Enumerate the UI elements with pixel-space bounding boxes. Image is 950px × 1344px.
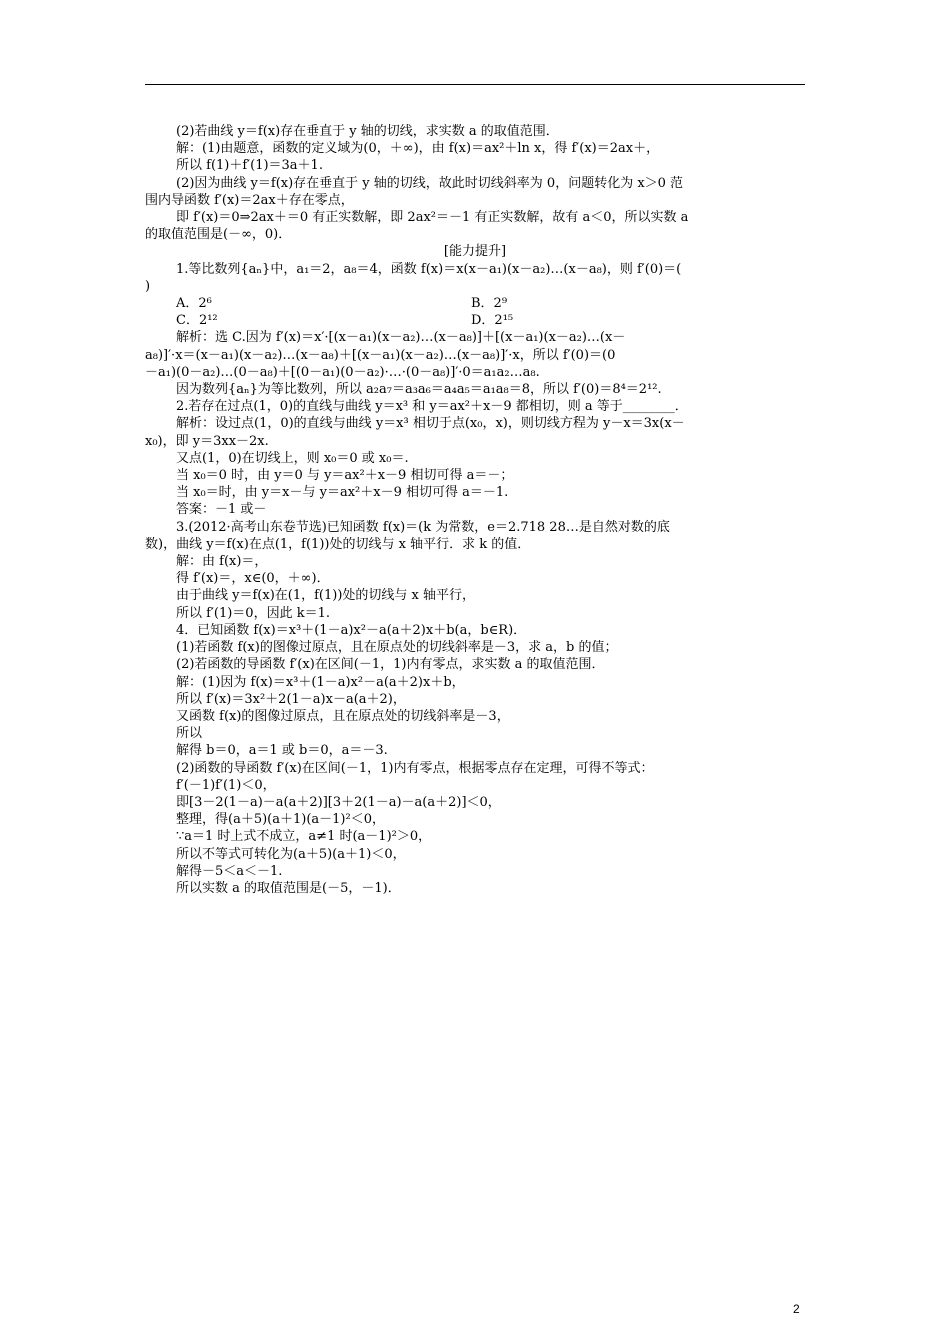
- text-line: 整理，得(a＋5)(a＋1)(a－1)²＜0，: [176, 812, 385, 828]
- text-line: a₈)]′·x＝(x－a₁)(x－a₂)…(x－a₈)＋[(x－a₁)(x－a₂)…(x－a₈)]′·x，所以 f′(0)＝(0: [145, 347, 616, 363]
- text-line: －a₁)(0－a₂)…(0－a₈)＋[(0－a₁)(0－a₂)·…·(0－a₈)]′·0＝a₁a₂…a₈.: [145, 364, 540, 380]
- text-line: f′(－1)f′(1)＜0，: [176, 777, 276, 793]
- text-line: x₀)，即 y＝3xx－2x.: [145, 433, 269, 449]
- text-line: 当 x₀＝0 时，由 y＝0 与 y＝ax²＋x－9 相切可得 a＝－；: [176, 468, 514, 484]
- text-line: 解：(1)由题意，函数的定义域为(0，＋∞)，由 f(x)＝ax²＋ln x，得 f′(x)＝2ax＋，: [176, 141, 660, 157]
- text-line: (2)若函数的导函数 f′(x)在区间(－1，1)内有零点，求实数 a 的取值范围．: [176, 657, 605, 673]
- question-text: 1.等比数列{aₙ}中，a₁＝2，a₈＝4，函数 f(x)＝x(x－a₁)(x－a₂)…(x－a₈)，则 f′(0)＝(: [176, 261, 682, 277]
- text-line: 由于曲线 y＝f(x)在(1，f(1))处的切线与 x 轴平行，: [176, 588, 476, 604]
- text-line: 解：(1)因为 f(x)＝x³＋(1－a)x²－a(a＋2)x＋b，: [176, 674, 465, 690]
- option-row: [145, 312, 805, 329]
- text-line: (2)因为曲线 y＝f(x)存在垂直于 y 轴的切线，故此时切线斜率为 0，问题转化为 x＞0 范: [176, 175, 684, 191]
- text-line: 解析：选 C.因为 f′(x)＝x′·[(x－a₁)(x－a₂)…(x－a₈)]＋[(x－a₁)(x－a₂)…(x－: [176, 330, 626, 346]
- question-text: 2.若存在过点(1，0)的直线与曲线 y＝x³ 和 y＝ax²＋x－9 都相切，则 a 等于________．: [176, 399, 688, 415]
- text-line: 所以 f′(x)＝3x²＋2(1－a)x－a(a＋2)，: [176, 691, 406, 707]
- answer-text: 答案：－1 或－: [176, 502, 267, 518]
- text-line: 解：由 f(x)＝，: [176, 554, 268, 570]
- text-line: (1)若函数 f(x)的图像过原点，且在原点处的切线斜率是－3，求 a，b 的值；: [176, 640, 618, 656]
- question-text: 4．已知函数 f(x)＝x³＋(1－a)x²－a(a＋2)x＋b(a，b∈R)．: [176, 622, 527, 638]
- text-line: 又点(1，0)在切线上，则 x₀＝0 或 x₀＝.: [176, 450, 409, 466]
- text-line: 围内导函数 f′(x)＝2ax＋存在零点，: [145, 192, 354, 208]
- text-line: 又函数 f(x)的图像过原点，且在原点处的切线斜率是－3，: [176, 708, 510, 724]
- text-line: 所以不等式可转化为(a＋5)(a＋1)＜0，: [176, 846, 406, 862]
- option-a: A．2⁶: [176, 296, 212, 312]
- text-line: 所以 f′(1)＝0，因此 k＝1.: [176, 605, 330, 621]
- text-line: ): [145, 278, 151, 294]
- text-line: 解得 b＝0，a＝1 或 b＝0，a＝－3.: [176, 743, 388, 759]
- text-line: 解得－5＜a＜－1.: [176, 863, 283, 879]
- text-line: 数)，曲线 y＝f(x)在点(1，f(1))处的切线与 x 轴平行．求 k 的值．: [145, 536, 531, 552]
- option-d: D．2¹⁵: [471, 313, 514, 329]
- header-rule: [145, 84, 805, 85]
- text-line: 即 f′(x)＝0⇒2ax＋＝0 有正实数解，即 2ax²＝－1 有正实数解，故有 a＜0，所以实数 a: [176, 210, 689, 226]
- section-heading: [能力提升]: [443, 244, 507, 260]
- text-line: 所以 f(1)＋f′(1)＝3a＋1.: [176, 158, 323, 174]
- text-line: 即[3－2(1－a)－a(a＋2)][3＋2(1－a)－a(a＋2)]＜0，: [176, 794, 501, 810]
- option-row: [145, 295, 805, 312]
- option-b: B．2⁹: [471, 296, 508, 312]
- text-line: ∵a＝1 时上式不成立，a≠1 时(a－1)²＞0，: [176, 829, 432, 845]
- text-line: (2)若曲线 y＝f(x)存在垂直于 y 轴的切线，求实数 a 的取值范围．: [176, 124, 559, 139]
- text-line: 得 f′(x)＝，x∈(0，＋∞)．: [176, 571, 330, 587]
- text-line: 解析：设过点(1，0)的直线与曲线 y＝x³ 相切于点(x₀，x)，则切线方程为 y－x＝3x(x－: [176, 416, 685, 432]
- question-text: 3.(2012·高考山东卷节选)已知函数 f(x)＝(k 为常数，e＝2.718 28…是自然对数的底: [176, 519, 670, 535]
- page-number: 2: [793, 1302, 800, 1316]
- text-line: (2)函数的导函数 f′(x)在区间(－1，1)内有零点，根据零点存在定理，可得不等式：: [176, 760, 654, 776]
- option-c: C．2¹²: [176, 313, 218, 329]
- text-line: 的取值范围是(－∞，0)．: [145, 227, 292, 243]
- text-line: 当 x₀＝时，由 y＝x－与 y＝ax²＋x－9 相切可得 a＝－1.: [176, 485, 509, 501]
- text-line: 所以实数 a 的取值范围是(－5，－1)．: [176, 880, 401, 896]
- document-body: [145, 123, 805, 897]
- text-line: 因为数列{aₙ}为等比数列，所以 a₂a₇＝a₃a₆＝a₄a₅＝a₁a₈＝8，所以 f′(0)＝8⁴＝2¹².: [176, 382, 662, 398]
- text-line: 所以: [176, 726, 203, 742]
